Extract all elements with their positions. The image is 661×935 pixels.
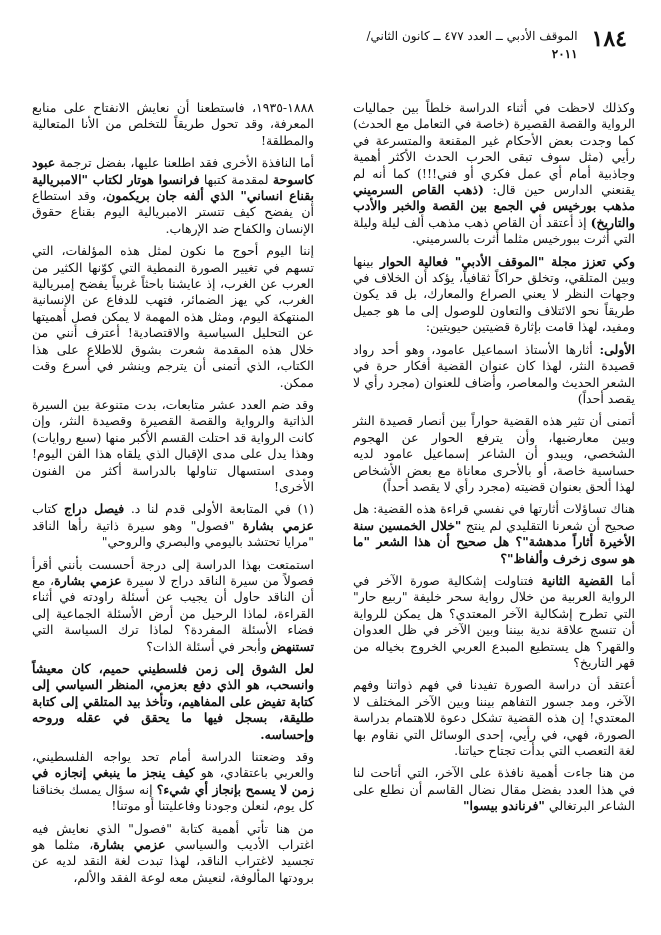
paragraph: هناك تساؤلات أثارتها في نفسي قراءة هذه القضية: هل صحيح أن شعرنا التقليدي لم ينتج "خلال الخمسين سنة الأخيرة أثاراً مدهشة"؟ هل صحيح أن هذا الشعر "ما هو سوى زخرف وألفاظ"؟ xyxy=(353,501,635,566)
journal-issue: الموقف الأدبي ــ العدد ٤٧٧ ــ كانون الثاني/ xyxy=(366,29,578,43)
page-number: ١٨٤ xyxy=(591,26,627,52)
paragraph: أما القضية الثانية فتناولت إشكالية صورة الآخر في الرواية العربية من خلال رواية سحر خليفة "ربيع حار" التي تطرح إشكالية الآخر المعتدي؟ هل يمكن للرواية أن تنسج علاقة ندية بيننا وبين الآخر في ظل العدوان والقهر؟ هل يستطيع المبدع العربي الخروج بخياله من قهر التاريخ؟ xyxy=(353,572,635,670)
left-column xyxy=(32,100,314,918)
running-header xyxy=(27,28,627,68)
paragraph: أعتقد أن دراسة الصورة تفيدنا في فهم ذواتنا وفهم الآخر، ومد جسور التفاهم بيننا وبين الآخر المختلف لا المعتدي! إن هذه القضية تشكل دعوة للاهتمام بدراسة الصورة، فهي، في رأيي، إحدى الوسائل التي نقاوم بها لغة التعصب التي بدأت تجتاح حياتنا. xyxy=(353,677,635,759)
paragraph: وكي تعزز مجلة "الموقف الأدبي" فعالية الحوار بينها وبين المتلقي، وتخلق حراكاً ثقافياً، يؤكد أن الخلاف في وجهات النظر لا يعني الصراع والمعارك، بل قد يكون طريقاً نحو الائتلاف والتعاون للوصول إلى ما هو جميل ومفيد، لهذا قامت بإثارة قضيتين حيويتين: xyxy=(353,253,635,335)
header-text xyxy=(366,28,577,62)
paragraph: الأولى: أثارها الأستاذ اسماعيل عامود، وهو أحد رواد قصيدة النثر، لهذا كان عنوان القضية أفكار حرة في الشعر الحديث والمعاصر، وأضاف للعنوان (مجرد رأي لا يقصد أحداً) xyxy=(353,341,635,406)
paragraph: لعل الشوق إلى زمن فلسطيني حميم، كان معيشاً وانسحب، هو الذي دفع بعزمي، المنظر السياسي إلى كتابة تفيض على المفاهيم، وتأخذ بيد المتلقي إلى كتابة طليقة، بسجل فيها ما يحقق في عقله وروحه وإحساسه. xyxy=(32,661,314,742)
paragraph: وقد وضعتنا الدراسة أمام تحد يواجه الفلسطيني، والعربي باعتقادي، هو كيف ينجز ما ينبغي إنجازه في زمن لا يسمح بإنجاز أي شيء؟ إنه سؤال يمسك بخناقنا كل يوم، لنعلن وجودنا وفاعليتنا أو موتنا! xyxy=(32,749,315,814)
right-column xyxy=(353,100,635,918)
paragraph: إننا اليوم أحوج ما نكون لمثل هذه المؤلفات، التي تسهم في تغيير الصورة النمطية التي كوّنها الكثير من العرب عن الغرب، إذ عايشنا باحثاً غربياً يفضح إمبريالية الغرب، كي يهز الضمائر، فتهب للدفاع عن الإنسانية المنتهكة اليوم، ومثل هذه المهمة لا يمكن فصل أهميتها عن التحليل السياسية والاقتصادية! أعترف أنني من خلال هذه المقدمة شعرت بشوق للاطلاع على هذا الكتاب، الذي أتمنى أن يترجم وينشر في أسرع وقت ممكن. xyxy=(32,243,314,390)
paragraph: وكذلك لاحظت في أثناء الدراسة خلطاً بين جماليات الرواية والقصة القصيرة (خاصة في التعامل مع الحدث) كما وجدت بعض الأحكام غير المقنعة والمتسرعة في رأيي (مثل سوف تبقى الحرب الحدث الأكثر أهمية وجاذبية أمام أي عمل فكري أو فني!!!) كما أنه لم يقنعني الدارس حين قال: (ذهب القاص السرميني مذهب بورخيس في الجمع بين القصة والخبر والأدب والتاريخ) إذ أعتقد أن القاص ذهب مذهب ألف ليلة وليلة التي أثرت ببورخيس مثلما أثرت بالسرميني. xyxy=(353,100,635,247)
issue-year: ٢٠١١ xyxy=(551,47,578,61)
paragraph: من هنا جاءت أهمية نافذة على الآخر، التي أتاحت لنا في هذا العدد بفضل مقال نضال القاسم أن نطلع على الشاعر البرتغالي "فرناندو بيسوا" xyxy=(353,765,635,814)
paragraph: ١٨٨٨-١٩٣٥، فاستطعنا أن نعايش الانفتاح على منابع المعرفة، وقد تحول طريقاً للتخلص من الأنا المتعالية والمطلقة! xyxy=(32,100,314,148)
paragraph: وقد ضم العدد عشر متابعات، بدت متنوعة بين السيرة الذاتية والرواية والقصة القصيرة وقصيدة النثر، وإن كانت الرواية قد احتلت القسم الأكبر منها (سبع روايات) وهذا يدل على مدى الإقبال الذي يلقاه هذا الفن اليوم! ومدى استسهال تناولها بالدراسة أكثر من الفنون الأخرى! xyxy=(32,396,314,494)
paragraph: أتمنى أن تثير هذه القضية حواراً بين أنصار قصيدة النثر وبين معارضيها، وأن يترفع الحوار عن الهجوم الشخصي، ويبدو أن الشاعر إسماعيل عامود لديه حساسية خاصة، أو بالأحرى معاناة مع بعض الأشخاص لهذا ألحق بعنوان قضيته (مجرد رأي لا يقصد أحداً) xyxy=(353,413,635,494)
paragraph: (١) في المتابعة الأولى قدم لنا د. فيصل دراج كتاب عزمي بشارة "فصول" وهو سيرة ذاتية رأها الناقد "مرايا تحتشد باليومي والبصري والروحي" xyxy=(32,501,314,550)
paragraph: أما النافذة الأخرى فقد اطلعنا عليها، بفضل ترجمة عبود كاسوحة لمقدمة كتبها فرانسوا هوتار لكتاب "الامبريالية بقناع انساني" الذي ألفه جان بريكمون، وقد استطاع أن يفضح كيف تتستر الامبريالية اليوم بقناع حقوق الإنسان والكفاح ضد الإرهاب. xyxy=(32,155,315,236)
paragraph: استمتعت بهذا الدراسة إلى درجة أحسست بأنني أقرأ فصولاً من سيرة الناقد دراج لا سيرة عزمي بشارة، مع أن الناقد حاول أن يجيب عن أسئلة راودته في أثناء القراءة، لماذا الرحيل من أرض الأسئلة الجماعية إلى فضاء الأسئلة المفردة؟ لماذا ترك السياسة التي تستنهض وأبحر في أسئلة الذات؟ xyxy=(32,556,314,654)
paragraph: من هنا تأتي أهمية كتابة "فصول" الذي نعايش فيه اغتراب الأديب والسياسي عزمي بشارة، مثلما هو تجسيد لاغتراب الناقد، لهذا تبدت لغة النقد لديه عن برودتها المألوفة، لنعيش معه لوعة الفقد والألم، xyxy=(32,820,314,885)
